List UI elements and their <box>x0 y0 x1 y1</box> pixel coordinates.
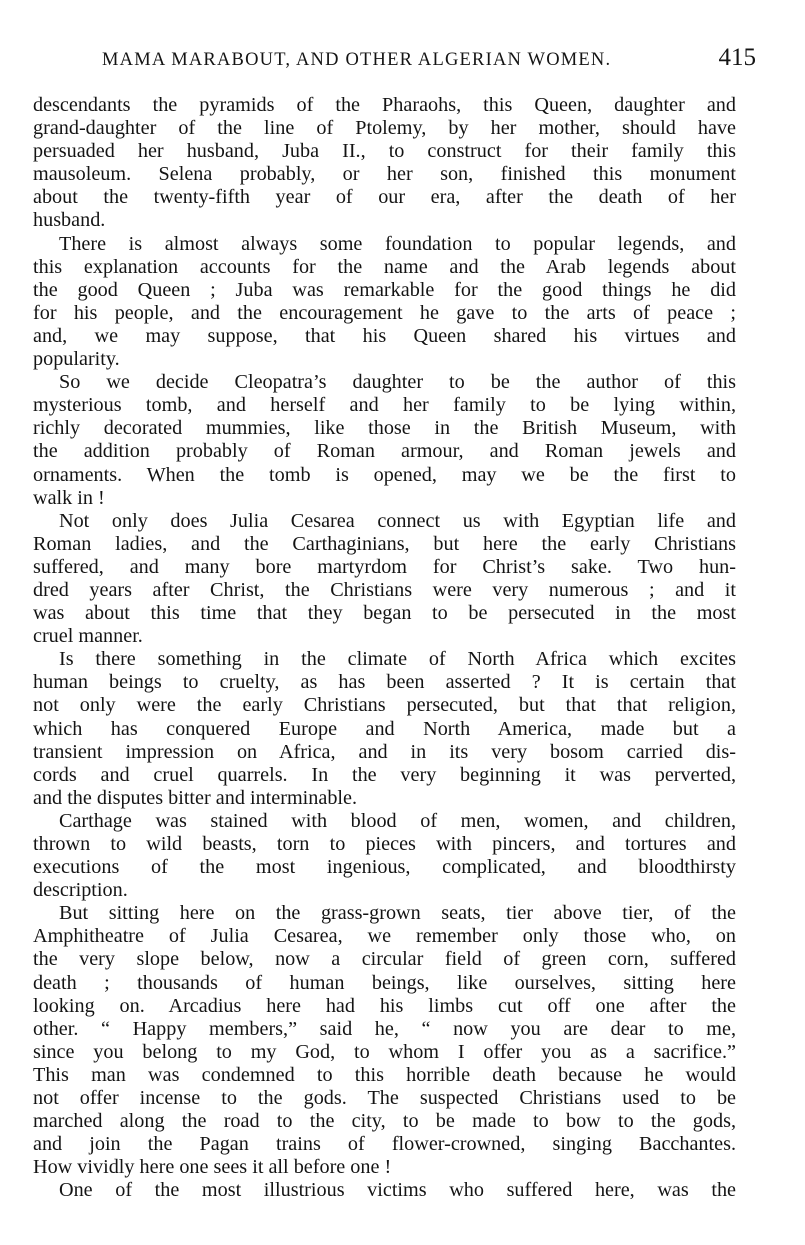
text-line: thrown to wild beasts, torn to pieces with pincers, and tortures and <box>33 833 736 855</box>
text-line: cruel manner. <box>33 625 143 648</box>
text-line: Amphitheatre of Julia Cesarea, we remember only those who, on <box>33 925 736 948</box>
text-line: There is almost always some foundation to popular legends, and <box>59 232 736 255</box>
text-line: cords and cruel quarrels. In the very beginning it was perverted, <box>33 763 736 786</box>
text-line: husband. <box>33 209 106 232</box>
text-line: suffered, and many bore martyrdom for Christ’s sake. Two hun- <box>33 555 736 578</box>
body-text <box>33 94 736 1203</box>
text-line: ornaments. When the tomb is opened, may we be the first to <box>33 463 736 486</box>
text-line: and, we may suppose, that his Queen shared his virtues and <box>33 324 736 347</box>
text-line: popularity. <box>33 348 120 371</box>
text-line: But sitting here on the grass-grown seats, tier above tier, of the <box>59 902 736 925</box>
text-line: marched along the road to the city, to be made to bow to the gods, <box>33 1110 736 1133</box>
text-line: about the twenty-fifth year of our era, after the death of her <box>33 186 736 209</box>
text-line: dred years after Christ, the Christians were very numerous ; and it <box>33 578 736 601</box>
text-line: So we decide Cleopatra’s daughter to be the author of this <box>59 371 736 394</box>
running-head <box>90 44 770 76</box>
text-line: grand-daughter of the line of Ptolemy, by her mother, should have <box>33 117 736 140</box>
text-line: transient impression on Africa, and in its very bosom carried dis- <box>33 740 736 763</box>
text-line: human beings to cruelty, as has been asserted ? It is certain that <box>33 671 736 694</box>
text-line: descendants the pyramids of the Pharaohs, this Queen, daughter and <box>33 94 736 116</box>
text-line: richly decorated mummies, like those in the British Museum, with <box>33 417 736 440</box>
text-line: executions of the most ingenious, complicated, and bloodthirsty <box>33 856 736 879</box>
text-line: was about this time that they began to be persecuted in the most <box>33 602 736 625</box>
text-line: other. “ Happy members,” said he, “ now you are dear to me, <box>33 1017 736 1040</box>
text-line: this explanation accounts for the name and the Arab legends about <box>33 255 736 278</box>
text-line: death ; thousands of human beings, like ourselves, sitting here <box>33 971 736 994</box>
text-line: Roman ladies, and the Carthaginians, but here the early Christians <box>33 532 736 555</box>
text-line: since you belong to my God, to whom I offer you as a sacrifice.” <box>33 1040 736 1063</box>
text-line: Not only does Julia Cesarea connect us with Egyptian life and <box>59 509 736 532</box>
text-line: persuaded her husband, Juba II., to construct for their family this <box>33 140 736 163</box>
text-line: and join the Pagan trains of flower-crowned, singing Bacchantes. <box>33 1133 736 1156</box>
text-line: and the disputes bitter and interminable. <box>33 786 358 809</box>
text-line: the very slope below, now a circular field of green corn, suffered <box>33 948 736 971</box>
text-line: not only were the early Christians persecuted, but that that religion, <box>33 694 736 717</box>
text-line: the good Queen ; Juba was remarkable for the good things he did <box>33 278 736 301</box>
text-line: One of the most illustrious victims who suffered here, was the <box>59 1179 736 1202</box>
text-line: mausoleum. Selena probably, or her son, finished this monument <box>33 163 736 186</box>
text-line: How vividly here one sees it all before one ! <box>33 1156 392 1179</box>
running-title: MAMA MARABOUT, AND OTHER ALGERIAN WOMEN. <box>102 50 612 70</box>
text-line: walk in ! <box>33 486 105 509</box>
text-line: for his people, and the encouragement he gave to the arts of peace ; <box>33 301 736 324</box>
text-line: not offer incense to the gods. The suspected Christians used to be <box>33 1087 736 1110</box>
text-line: mysterious tomb, and herself and her family to be lying within, <box>33 394 736 417</box>
page-number: 415 <box>718 44 756 71</box>
text-line: looking on. Arcadius here had his limbs cut off one after the <box>33 994 736 1017</box>
text-line: description. <box>33 879 128 902</box>
text-line: Is there something in the climate of North Africa which excites <box>59 648 736 671</box>
text-line: the addition probably of Roman armour, and Roman jewels and <box>33 440 736 463</box>
text-line: This man was condemned to this horrible death because he would <box>33 1063 736 1086</box>
text-line: Carthage was stained with blood of men, women, and children, <box>59 809 736 832</box>
text-line: which has conquered Europe and North America, made but a <box>33 717 736 740</box>
